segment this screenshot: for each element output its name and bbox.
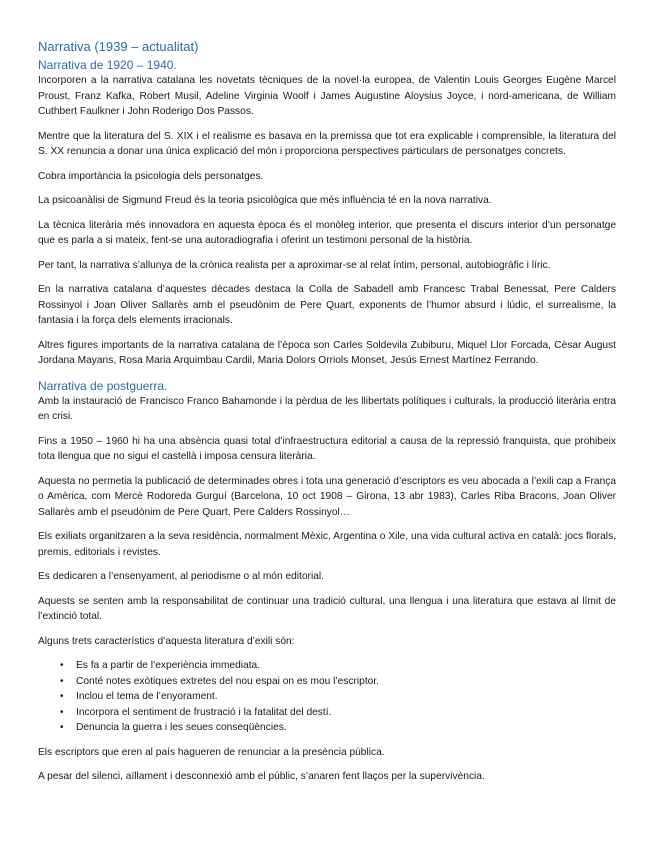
list-item-text: Incorpora el sentiment de frustració i la fatalitat del destí.: [76, 706, 332, 718]
section-heading-postguerra: Narrativa de postguerra.: [38, 378, 168, 393]
list-item: [60, 674, 616, 690]
bullet-list: [38, 658, 616, 736]
paragraph: Fins a 1950 – 1960 hi ha una absència quasi total d’infraestructura editorial a causa de la repressió franquista, que prohibeix tota llengua que no sigui el castellà i imposa censura literària.: [38, 435, 616, 462]
list-item-text: Denuncia la guerra i les seues conseqüències.: [76, 722, 287, 733]
list-item: [60, 720, 616, 736]
list-item: [60, 689, 616, 705]
list-item-text: Es fa a partir de l’experiència immediata.: [76, 660, 261, 671]
list-item: [60, 658, 616, 674]
bullet-icon: •: [60, 691, 64, 702]
paragraph: Mentre que la literatura del S. XIX i el realisme es basava en la premissa que tot era explicable i comprensible, la literatura del S. XX renuncia a donar una única explicació del món i proporciona perspectives particulars de personatges concrets.: [38, 130, 616, 157]
list-item: [60, 705, 616, 721]
paragraph: La psicoanàlisi de Sigmund Freud és la teoria psicològica que més influència té en la nova narrativa.: [38, 195, 492, 206]
paragraph: Altres figures importants de la narrativa catalana de l’època son Carles Soldevila Zubiburu, Miquel Llor Forcada, Cèsar August Jordana Mayans, Rosa Maria Arquimbau Cardil, Maria Dolors Orriols Monset, Jesús Ernest Martínez Ferrando.: [38, 339, 616, 366]
paragraph: Incorporen a la narrativa catalana les novetats tècniques de la novel·la europea, de Valentin Louis Georges Eugène Marcel Proust, Franz Kafka, Robert Musil, Adeline Virginia Woolf i James Augustine Aloysius Joyce, i nord-americana, de William Cuthbert Faulkner i John Roderigo Dos Passos.: [38, 75, 616, 117]
list-item-text: Inclou el tema de l’enyorament.: [76, 691, 218, 702]
paragraph: Alguns trets característics d’aquesta literatura d’exili són:: [38, 635, 295, 647]
paragraph: Aquesta no permetia la publicació de determinades obres i tota una generació d’escriptors es veu abocada a l’exili cap a França o Amèrica, com Mercè Rodoreda Gurguí (Barcelona, 10 oct 1908 – Girona, 13 abr 1983), Carles Riba Bracons, Joan Oliver Sallarès amb el pseudònim de Pere Quart, Pere Calders Rossinyol…: [38, 475, 616, 518]
document-title: Narrativa (1939 – actualitat): [38, 39, 199, 54]
bullet-icon: •: [60, 675, 64, 687]
paragraph: Els exiliats organitzaren a la seva residència, normalment Mèxic, Argentina o Xile, una vida cultural activa en català: jocs florals, premis, editorials i revistes.: [38, 531, 616, 558]
bullet-icon: •: [60, 706, 64, 718]
bullet-icon: •: [60, 660, 64, 671]
paragraph: En la narrativa catalana d’aquestes dècades destaca la Colla de Sabadell amb Francesc Trabal Benessat, Pere Calders Rossinyol i Joan Oliver Sallarès amb el pseudònim de Pere Quart, exponents de l’humor absurd i lúdic, el surrealisme, la fantasia i la força dels elements irracionals.: [38, 284, 616, 326]
document-page: [38, 38, 616, 794]
paragraph: Amb la instauració de Francisco Franco Bahamonde i la pèrdua de les llibertats polítiques i culturals, la producció literària entra en crisi.: [38, 395, 616, 422]
paragraph: Aquests se senten amb la responsabilitat de continuar una tradició cultural, una llengua i una literatura que estava al límit de l’extinció total.: [38, 595, 616, 622]
paragraph: A pesar del silenci, aïllament i desconnexió amb el públic, s’anaren fent llaços per la supervivència.: [38, 771, 485, 782]
bullet-icon: •: [60, 722, 64, 733]
paragraph: Cobra importància la psicologia dels personatges.: [38, 170, 264, 182]
paragraph: La tècnica literària més innovadora en aquesta època és el monòleg interior, que presenta el discurs interior d’un personatge que es parla a si mateix, fent-se una autoradiografia i oferint un testimoni personal de la història.: [38, 219, 616, 246]
section-heading-1920-1940: Narrativa de 1920 – 1940.: [38, 58, 177, 72]
paragraph: Per tant, la narrativa s’allunya de la crònica realista per a aproximar-se al relat íntim, personal, autobiogràfic i líric.: [38, 259, 551, 271]
paragraph: Els escriptors que eren al país hagueren de renunciar a la presència pública.: [38, 746, 385, 758]
list-item-text: Conté notes exòtiques extretes del nou espai on es mou l’escriptor.: [76, 675, 379, 687]
paragraph: Es dedicaren a l’ensenyament, al periodisme o al món editorial.: [38, 571, 324, 582]
